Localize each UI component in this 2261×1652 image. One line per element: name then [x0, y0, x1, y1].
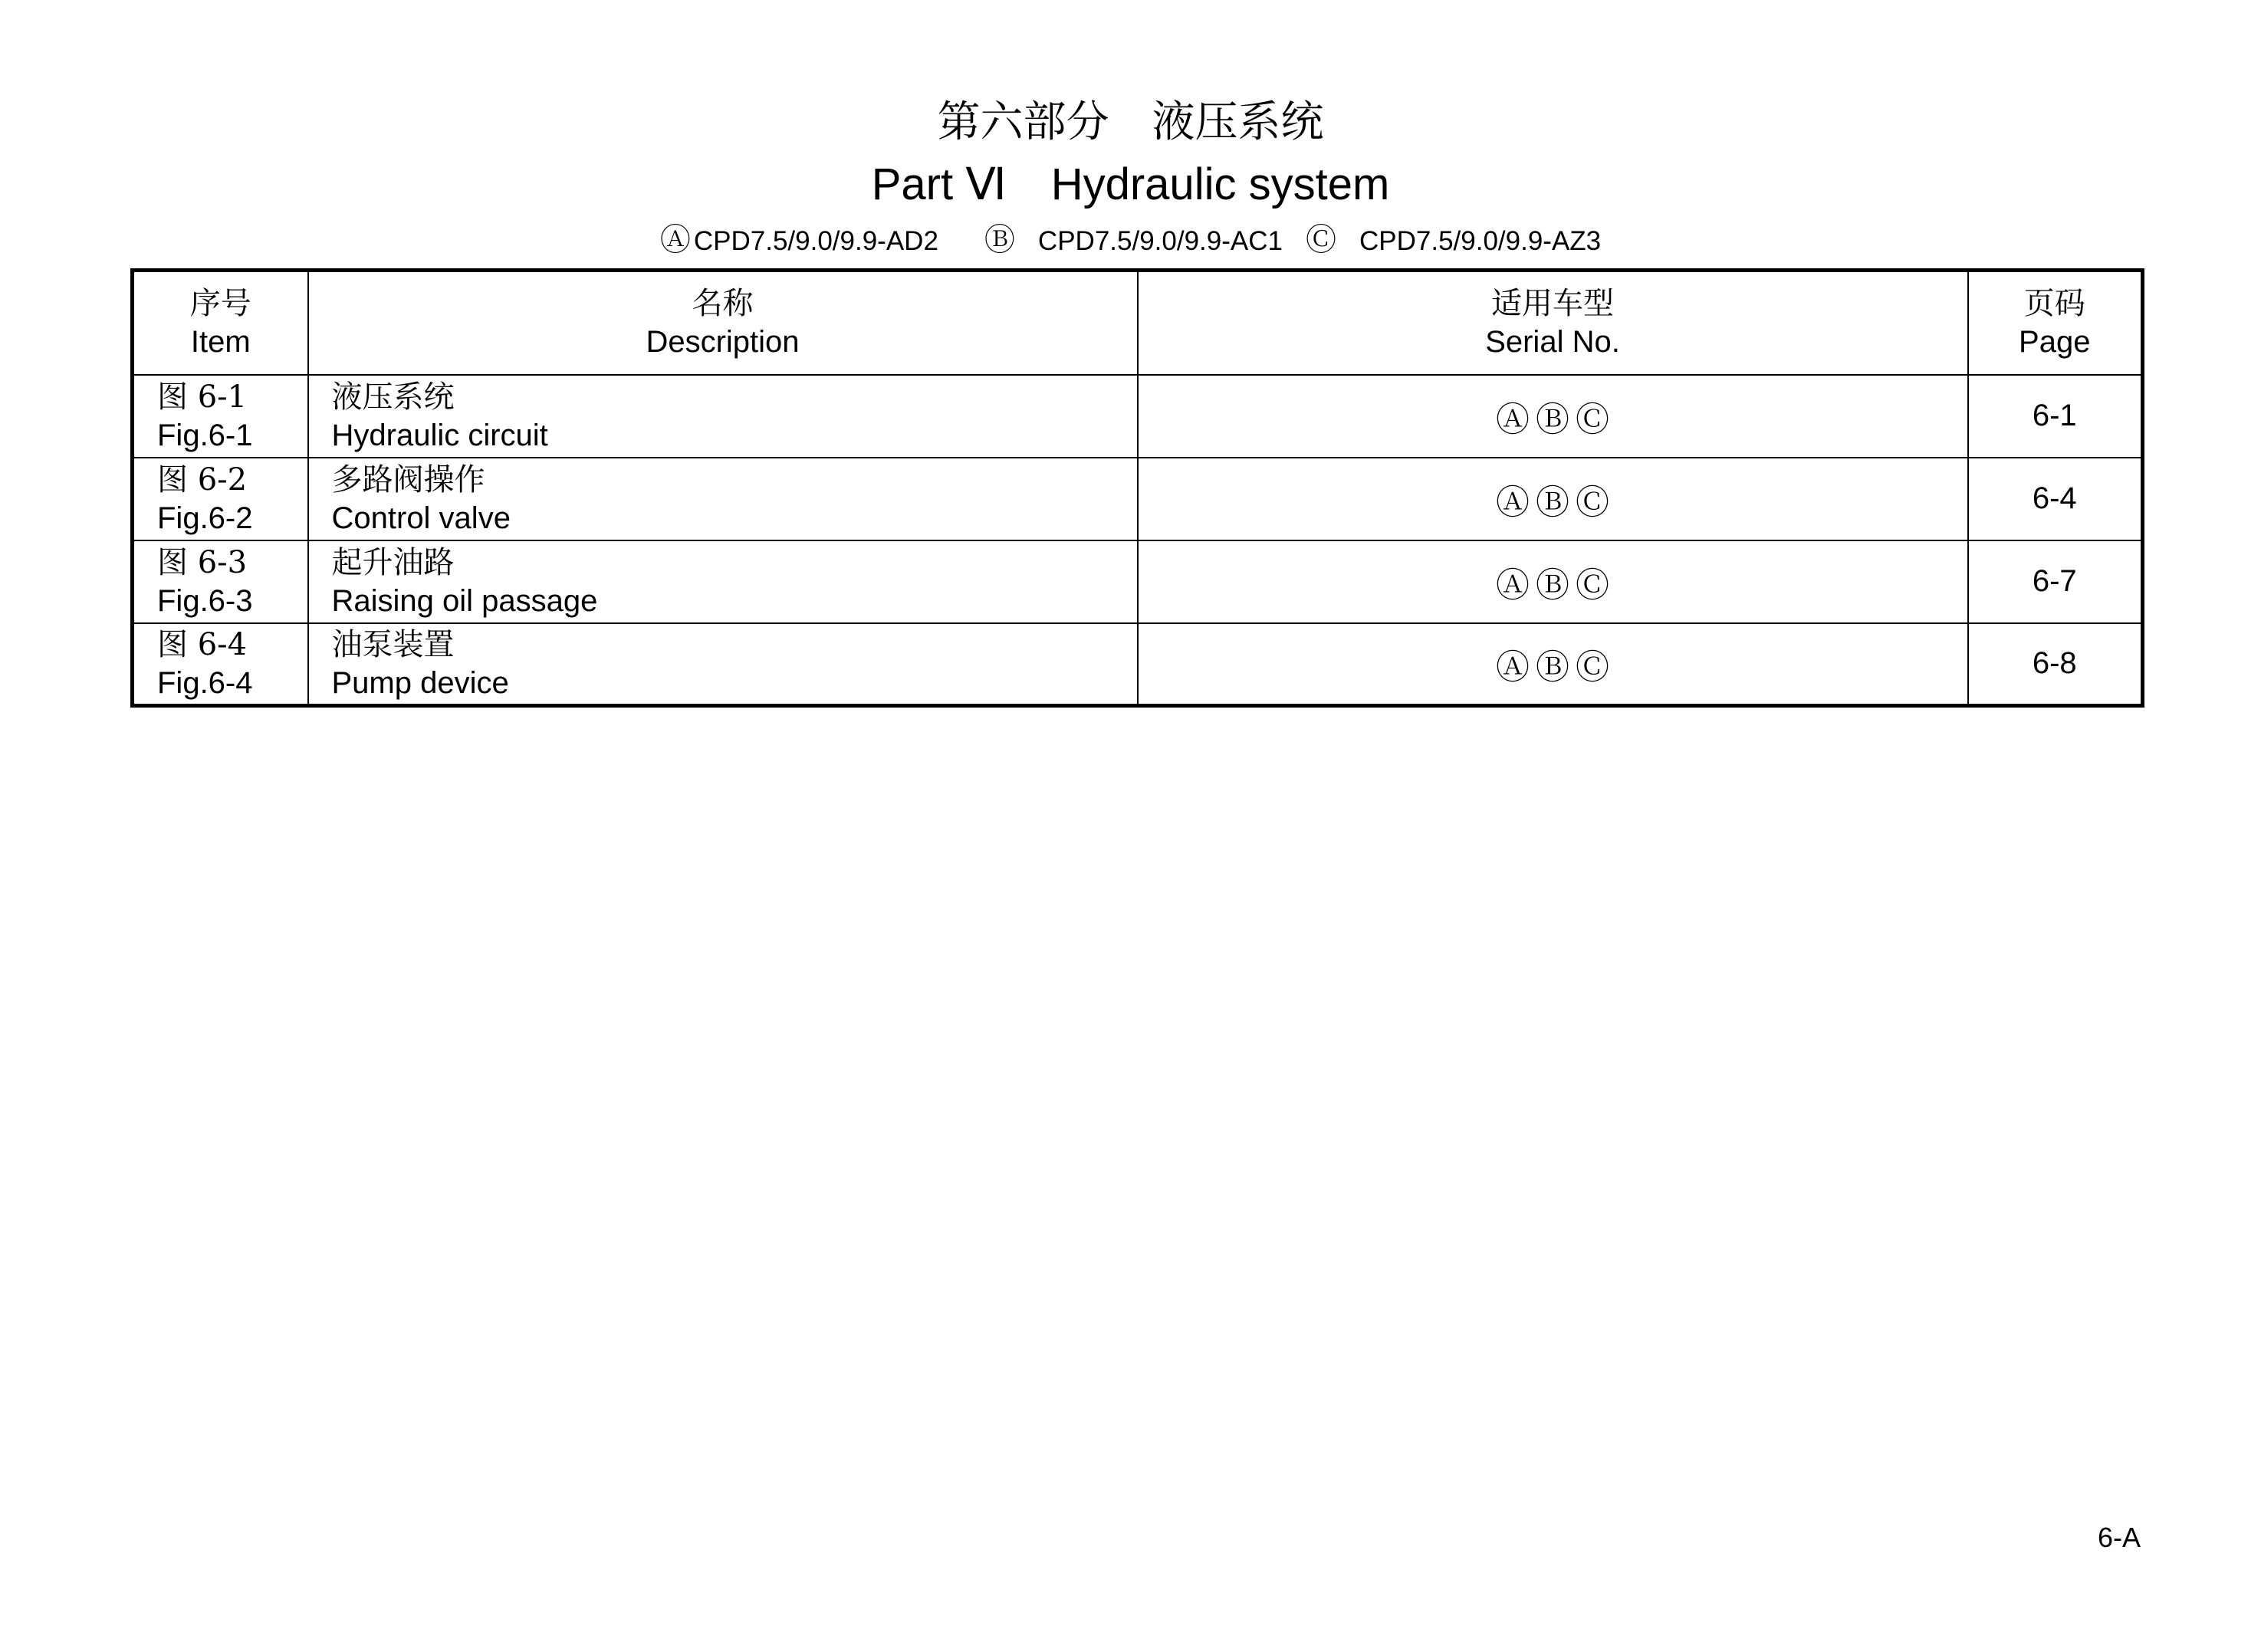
item-en: Fig.6-3 — [157, 583, 253, 618]
serial-cell — [1138, 458, 1968, 540]
description-cell — [308, 375, 1138, 458]
table-header-row — [133, 271, 2143, 375]
serial-c: Ⓒ — [1576, 483, 1609, 521]
item-cell — [133, 540, 308, 623]
description-cell — [308, 623, 1138, 706]
page-cell: 6-4 — [1968, 458, 2143, 540]
column-header-description-cn: 名称 — [692, 286, 754, 322]
description-en: Pump device — [331, 665, 509, 700]
description-en: Control valve — [331, 501, 511, 535]
column-header-description — [308, 271, 1138, 375]
serial-cell — [1138, 540, 1968, 623]
item-cn: 图 6-2 — [157, 461, 248, 498]
section-title-english: Part Ⅵ Hydraulic system — [871, 159, 1390, 209]
column-header-page-cn: 页码 — [2023, 286, 2085, 322]
column-header-serial-en: Serial No. — [1485, 325, 1620, 360]
column-header-page — [1968, 271, 2143, 375]
model-c-name: CPD7.5/9.0/9.9-AZ3 — [1359, 226, 1602, 256]
serial-cell — [1138, 375, 1968, 458]
item-cell — [133, 623, 308, 706]
page-cell: 6-1 — [1968, 375, 2143, 458]
description-cn: 起升油路 — [331, 544, 455, 580]
table-row — [133, 540, 2143, 623]
column-header-item — [133, 271, 308, 375]
item-en: Fig.6-1 — [157, 418, 253, 452]
column-header-page-en: Page — [2019, 325, 2091, 360]
page-cell: 6-8 — [1968, 623, 2143, 706]
model-b-marker: Ⓑ — [984, 223, 1015, 257]
item-cn: 图 6-3 — [157, 544, 248, 580]
serial-c: Ⓒ — [1576, 648, 1609, 686]
serial-b: Ⓑ — [1536, 566, 1569, 604]
serial-c: Ⓒ — [1576, 566, 1609, 604]
description-en: Hydraulic circuit — [331, 418, 548, 452]
model-legend — [0, 221, 2261, 261]
description-en: Raising oil passage — [331, 583, 598, 618]
item-cell — [133, 458, 308, 540]
model-c-marker: Ⓒ — [1305, 223, 1336, 257]
column-header-description-en: Description — [646, 325, 800, 360]
serial-b: Ⓑ — [1536, 400, 1569, 438]
model-b-name: CPD7.5/9.0/9.9-AC1 — [1037, 226, 1283, 256]
description-cell — [308, 458, 1138, 540]
serial-b: Ⓑ — [1536, 648, 1569, 686]
table-row — [133, 458, 2143, 540]
column-header-item-cn: 序号 — [189, 286, 251, 322]
serial-a: Ⓐ — [1496, 648, 1530, 686]
serial-a: Ⓐ — [1496, 400, 1530, 438]
model-a-marker: Ⓐ — [659, 223, 691, 257]
item-cn: 图 6-4 — [157, 626, 248, 662]
description-cell — [308, 540, 1138, 623]
item-cell — [133, 375, 308, 458]
serial-cell — [1138, 623, 1968, 706]
item-en: Fig.6-2 — [157, 501, 253, 535]
description-cn: 多路阀操作 — [331, 461, 485, 498]
column-header-serial-cn: 适用车型 — [1491, 286, 1614, 322]
description-cn: 油泵装置 — [331, 626, 455, 662]
model-a-name: CPD7.5/9.0/9.9-AD2 — [693, 226, 938, 256]
table-row — [133, 623, 2143, 706]
page-number: 6-A — [2097, 1522, 2141, 1553]
serial-a: Ⓐ — [1496, 566, 1530, 604]
description-cn: 液压系统 — [331, 379, 455, 415]
item-cn: 图 6-1 — [157, 379, 248, 415]
table-row — [133, 375, 2143, 458]
section-title-chinese: 第六部分 液压系统 — [937, 97, 1324, 147]
page-cell: 6-7 — [1968, 540, 2143, 623]
column-header-item-en: Item — [190, 325, 251, 360]
contents-table — [130, 268, 2144, 708]
column-header-serial — [1138, 271, 1968, 375]
serial-a: Ⓐ — [1496, 483, 1530, 521]
item-en: Fig.6-4 — [157, 665, 253, 700]
serial-b: Ⓑ — [1536, 483, 1569, 521]
serial-c: Ⓒ — [1576, 400, 1609, 438]
